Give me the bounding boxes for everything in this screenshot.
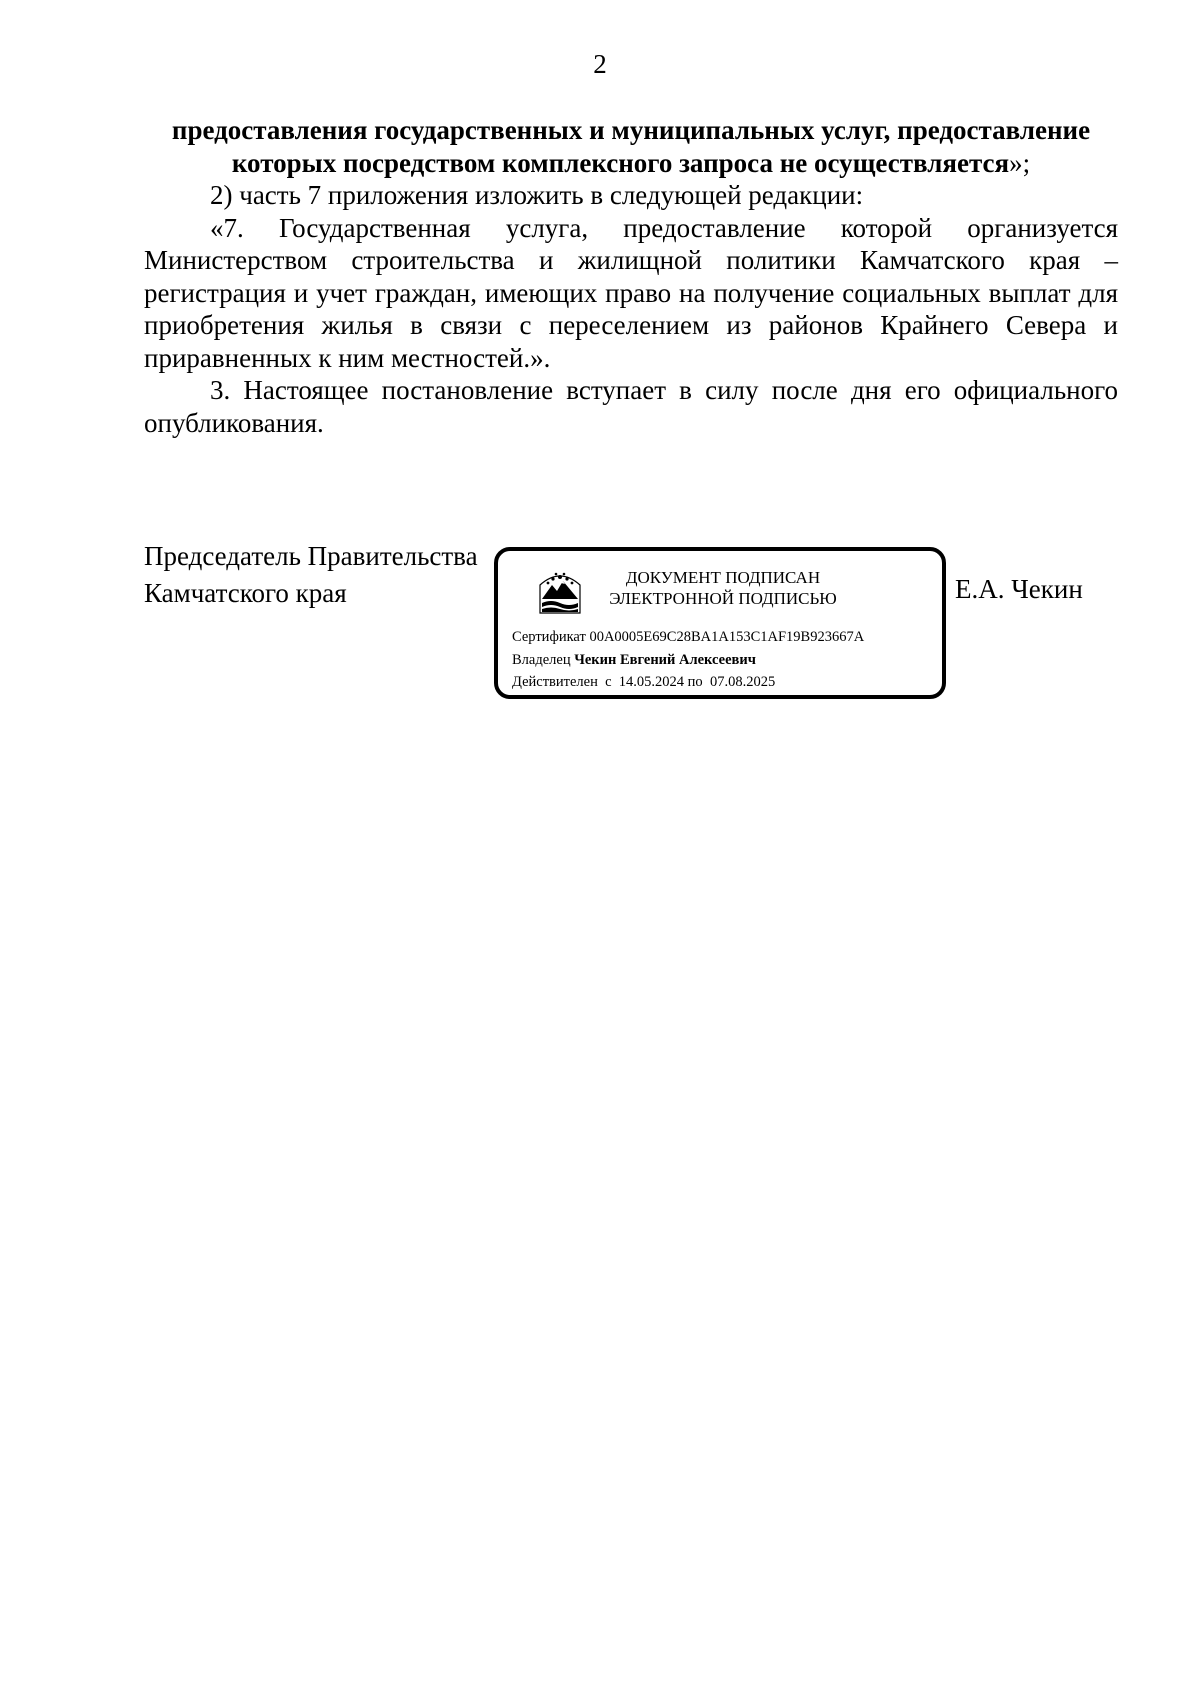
validity-line [512,671,864,694]
item-2-paragraph: 2) часть 7 приложения изложить в следующей редакции: [210,180,864,210]
stamp-details [512,626,864,694]
valid-label: Действителен [512,674,598,690]
owner-label: Владелец [512,651,571,668]
item-3-paragraph: 3. Настоящее постановление вступает в силу после дня его официального опубликования. [144,375,1118,438]
certificate-line [512,626,864,649]
valid-from-date: 14.05.2024 [618,674,685,690]
owner-value: Чекин Евгений Алексеевич [574,651,756,668]
bold-line-2-tail: »; [1009,147,1031,178]
certificate-value: 00A0005E69C28BA1A153C1AF19B923667A [589,629,865,645]
signatory-position [144,538,478,612]
kamchatka-coat-of-arms-icon [536,563,584,617]
stamp-header-line-1: ДОКУМЕНТ ПОДПИСАН [625,568,821,587]
valid-to-prefix: по [687,674,703,690]
signatory-name: Е.А. Чекин [955,574,1083,604]
document-body [144,114,1118,439]
page-number: 2 [593,49,607,79]
stamp-header [598,567,848,609]
owner-line [512,649,864,672]
electronic-signature-stamp [494,547,946,699]
bold-line-2: которых посредством комплексного запроса не осуществляется [231,147,1010,178]
quoted-part-paragraph: «7. Государственная услуга, предоставление которой организуется Министерством строительства и жилищной политики Камчатского края – регистрация и учет граждан, имеющих право на получение социальных выплат для приобретения жилья в связи с переселением из районов Крайнего Севера и приравненных к ним местностей.». [144,212,1118,373]
signatory-position-line-2: Камчатского края [144,578,347,608]
bold-line-1: предоставления государственных и муниципальных услуг, предоставление [171,115,1091,145]
certificate-label: Сертификат [512,629,586,645]
bold-paragraph [144,114,1118,179]
valid-from-prefix: с [605,674,612,690]
valid-to-date: 07.08.2025 [709,674,776,690]
stamp-header-line-2: ЭЛЕКТРОННОЙ ПОДПИСЬЮ [609,589,837,608]
signatory-position-line-1: Председатель Правительства [144,541,478,571]
